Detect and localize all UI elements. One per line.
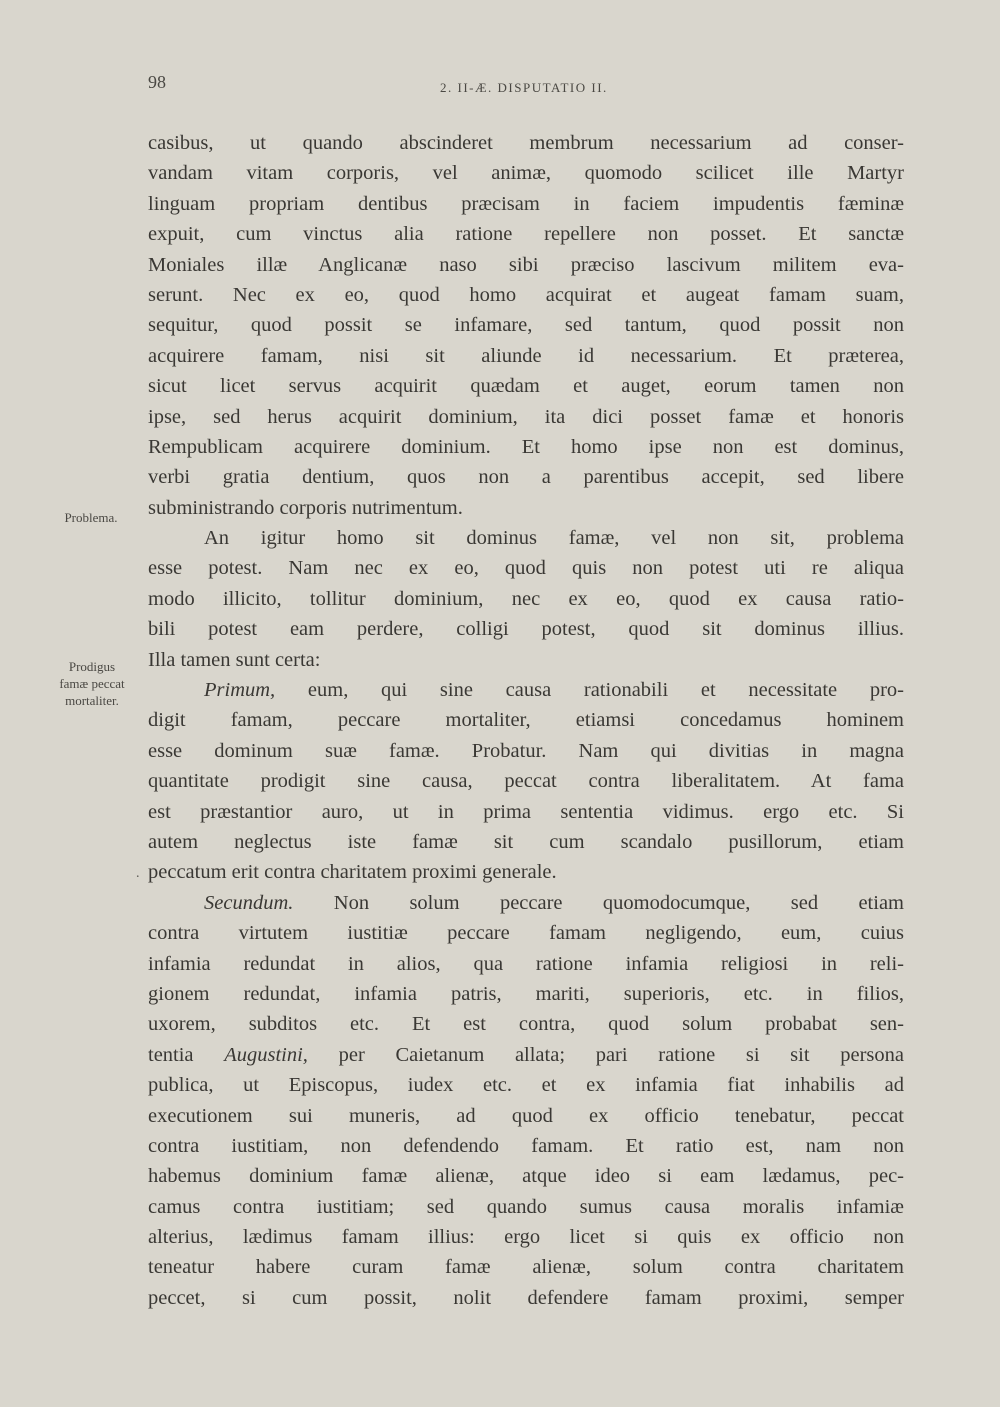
text-line: ipse, sed herus acquirit dominium, ita dici posset famæ et honoris <box>148 405 904 428</box>
lead-dot: . <box>136 866 140 881</box>
margin-note-line: famæ peccat <box>59 676 125 691</box>
page-number: 98 <box>148 72 166 92</box>
page-header <box>0 72 1000 102</box>
text-run: tentia <box>148 1043 225 1066</box>
text-line: Illa tamen sunt certa: <box>148 648 321 671</box>
text-line: alterius, lædimus famam illius: ergo licet si quis ex officio non <box>148 1226 904 1249</box>
text-line: autem neglectus iste famæ sit cum scandalo pusillorum, etiam <box>148 830 904 853</box>
text-line: uxorem, subditos etc. Et est contra, quod solum probabat sen- <box>148 1013 904 1036</box>
margin-note-problema: Problema. <box>64 510 118 525</box>
margin-note-line: mortaliter. <box>65 693 119 708</box>
text-line: camus contra iustitiam; sed quando sumus causa moralis infamiæ <box>148 1195 904 1218</box>
text-line: infamia redundat in alios, qua ratione infamia religiosi in reli- <box>148 952 904 975</box>
text-line: modo illicito, tollitur dominium, nec ex eo, quod ex causa ratio- <box>148 587 904 610</box>
text-line: sequitur, quod possit se infamare, sed tantum, quod possit non <box>148 314 904 337</box>
text-line: peccatum erit contra charitatem proximi generale. <box>148 861 557 884</box>
text-line: verbi gratia dentium, quos non a parentibus accepit, sed libere <box>148 466 904 489</box>
text-line: acquirere famam, nisi sit aliunde id necessarium. Et præterea, <box>148 344 904 367</box>
text-line: contra iustitiam, non defendendo famam. Et ratio est, nam non <box>148 1134 904 1157</box>
text-line: serunt. Nec ex eo, quod homo acquirat et augeat famam suam, <box>148 283 904 306</box>
text-line: bili potest eam perdere, colligi potest, quod sit dominus illius. <box>148 618 904 641</box>
text-line: linguam propriam dentibus præcisam in faciem impudentis fæminæ <box>148 192 904 215</box>
italic-word: Secundum. <box>204 891 294 914</box>
running-head: 2. II-Æ. DISPUTATIO II. <box>440 80 608 95</box>
text-run: per Caietanum allata; pari ratione si sit persona <box>307 1043 904 1066</box>
text-run: Non solum peccare quomodocumque, sed etiam <box>293 891 904 914</box>
text-line: Rempublicam acquirere dominium. Et homo ipse non est dominus, <box>148 435 904 458</box>
text-line <box>148 1040 904 1070</box>
text-line: publica, ut Episcopus, iudex etc. et ex infamia fiat inhabilis ad <box>148 1074 904 1097</box>
text-line <box>148 675 904 705</box>
margin-note-line: Prodigus <box>68 659 116 674</box>
text-line: est præstantior auro, ut in prima sententia vidimus. ergo etc. Si <box>148 800 904 823</box>
text-line: gionem redundat, infamia patris, mariti, superioris, etc. in filios, <box>148 982 904 1005</box>
text-line: peccet, si cum possit, nolit defendere famam proximi, semper <box>148 1286 904 1309</box>
text-line: quantitate prodigit sine causa, peccat contra liberalitatem. At fama <box>148 770 904 793</box>
margin-note-prodigus <box>38 658 146 709</box>
text-line: subministrando corporis nutrimentum. <box>148 496 463 519</box>
text-line: Moniales illæ Anglicanæ naso sibi præciso lascivum militem eva- <box>148 253 904 276</box>
text-line: digit famam, peccare mortaliter, etiamsi concedamus hominem <box>148 709 904 732</box>
text-line: sicut licet servus acquirit quædam et auget, eorum tamen non <box>148 375 904 398</box>
text-line: teneatur habere curam famæ alienæ, solum contra charitatem <box>148 1256 904 1279</box>
text-line: esse potest. Nam nec ex eo, quod quis non potest uti re aliqua <box>148 557 904 580</box>
text-line: contra virtutem iustitiæ peccare famam negligendo, eum, cuius <box>148 922 904 945</box>
text-line: casibus, ut quando abscinderet membrum necessarium ad conser- <box>148 132 904 154</box>
text-line: executionem sui muneris, ad quod ex officio tenebatur, peccat <box>148 1104 904 1127</box>
text-line: vandam vitam corporis, vel animæ, quomodo scilicet ille Martyr <box>148 162 904 185</box>
text-line: habemus dominium famæ alienæ, atque ideo si eam lædamus, pec- <box>148 1165 904 1188</box>
body-text <box>148 128 904 1313</box>
text-line: expuit, cum vinctus alia ratione repellere non posset. Et sanctæ <box>148 223 904 246</box>
text-run: eum, qui sine causa rationabili et necessitate pro- <box>275 679 904 702</box>
text-line <box>148 888 904 918</box>
text-line: esse dominum suæ famæ. Probatur. Nam qui divitias in magna <box>148 739 904 762</box>
text-line: An igitur homo sit dominus famæ, vel non sit, problema <box>204 527 904 550</box>
italic-word: Primum, <box>204 679 276 702</box>
italic-word: Augustini, <box>224 1043 308 1066</box>
